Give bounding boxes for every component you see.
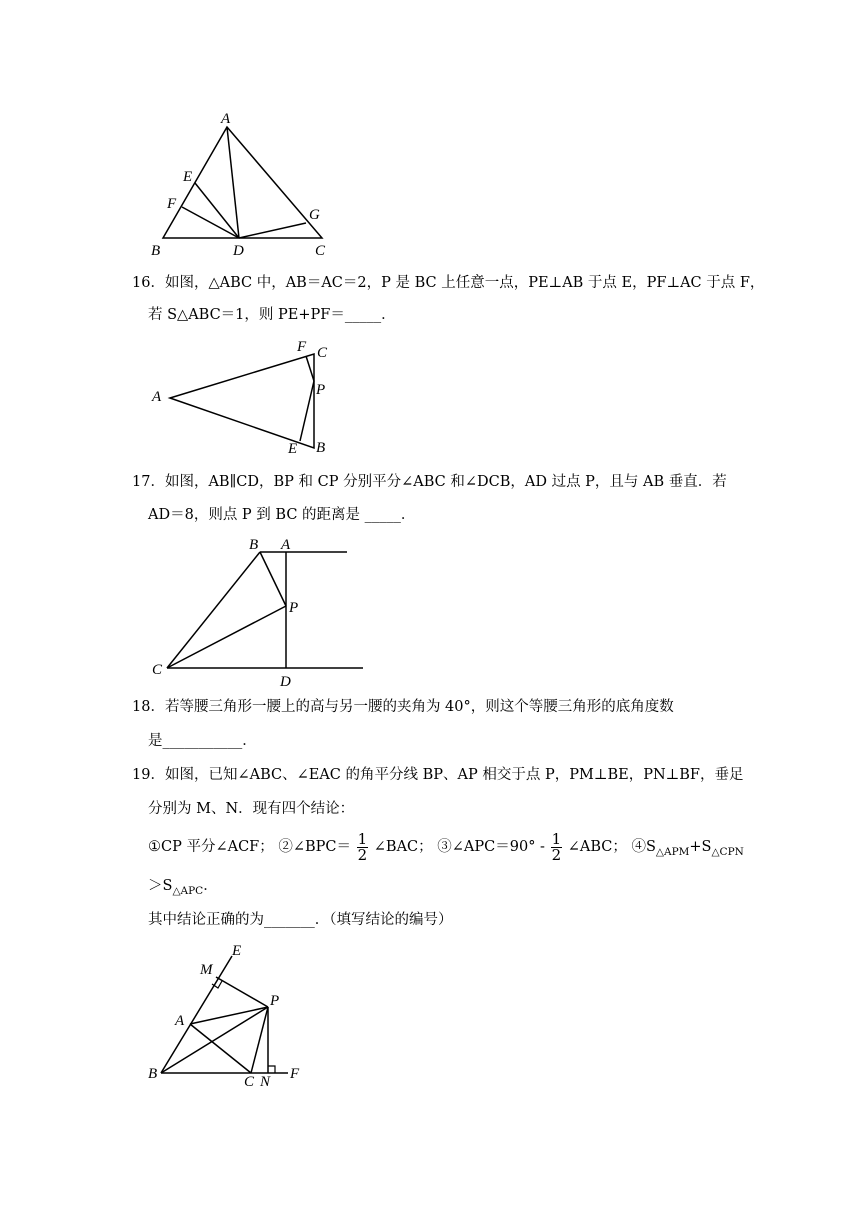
conclusion-2-pre: ②∠BPC＝ [278, 839, 352, 855]
label-p: P [316, 382, 326, 398]
label-e: E [232, 943, 242, 959]
q19-line2: 分别为 M、N．现有四个结论： [148, 801, 355, 817]
label-b: B [148, 1066, 158, 1082]
label-f: F [290, 1066, 300, 1082]
triangle-abc-q16 [170, 354, 314, 448]
q17-figure [145, 533, 365, 693]
segment-de [195, 183, 239, 238]
label-a: A [281, 537, 291, 553]
q19-conclusions [148, 830, 744, 864]
triangle-figure-abc-defg [140, 105, 360, 265]
segment-cp [251, 1007, 268, 1073]
label-d: D [280, 674, 291, 690]
label-n: N [260, 1074, 271, 1090]
q17-line1: 17．如图，AB∥CD，BP 和 CP 分别平分∠ABC 和∠DCB，AD 过点 P，且与 AB 垂直．若 [132, 474, 727, 490]
segment-bc [167, 552, 260, 668]
label-p: P [289, 600, 299, 616]
label-c: C [317, 345, 328, 361]
label-b: B [249, 537, 259, 553]
q16-line1: 16．如图，△ABC 中，AB＝AC＝2，P 是 BC 上任意一点，PE⊥AB 于点 E，PF⊥AC 于点 F， [132, 275, 765, 291]
fraction-half: $\frac{1}{2}$ [357, 829, 368, 864]
segment-ap [190, 1007, 268, 1024]
label-c: C [152, 662, 163, 678]
segment-bp [260, 552, 286, 606]
q18-line2: 是___________． [148, 733, 257, 749]
q17-line2: AD＝8，则点 P 到 BC 的距离是 _____． [148, 507, 416, 523]
segment-pm [216, 977, 268, 1007]
q19-line1: 19．如图，已知∠ABC、∠EAC 的角平分线 BP、AP 相交于点 P，PM⊥BE，PN⊥BF，垂足 [132, 767, 744, 783]
label-b: B [316, 440, 326, 456]
q16-figure [145, 335, 345, 460]
conclusion-4-pre: ④S [631, 839, 656, 855]
conclusion-1: ①CP 平分∠ACF； [148, 839, 274, 855]
label-f: F [167, 196, 177, 212]
q18-line1: 18．若等腰三角形一腰上的高与另一腰的夹角为 40°，则这个等腰三角形的底角度数 [132, 699, 674, 715]
sub-apm: △APM [655, 845, 690, 858]
line4-pre: ＞S [148, 878, 173, 894]
q19-figure [140, 938, 320, 1088]
conclusion-3-pre: ③∠APC＝90° - [437, 839, 545, 855]
label-a: A [152, 389, 162, 405]
conclusion-2-post: ∠BAC； [373, 839, 433, 855]
label-b: B [151, 243, 161, 259]
label-p: P [270, 993, 280, 1009]
right-angle-mark-n [268, 1066, 275, 1073]
sub-cpn: △CPN [711, 845, 744, 858]
conclusion-4-mid: +S [689, 839, 712, 855]
q19-line4 [148, 876, 218, 901]
q19-line5: 其中结论正确的为_______．（填写结论的编号） [148, 912, 453, 928]
label-a: A [221, 111, 231, 127]
q16-line2: 若 S△ABC＝1，则 PE+PF＝_____． [148, 307, 396, 323]
segment-dg [239, 223, 306, 238]
fraction-half: $\frac{1}{2}$ [551, 829, 562, 864]
ray-be [161, 956, 232, 1073]
label-c: C [244, 1074, 255, 1090]
label-e: E [183, 169, 193, 185]
label-d: D [233, 243, 244, 259]
conclusion-3-post: ∠ABC； [567, 839, 627, 855]
segment-cp [167, 606, 286, 668]
label-m: M [200, 962, 213, 978]
segment-pe [300, 381, 314, 441]
label-c: C [315, 243, 326, 259]
segment-df [182, 207, 239, 238]
label-a: A [175, 1013, 185, 1029]
label-g: G [309, 207, 320, 223]
line4-post: ． [203, 878, 218, 894]
label-e: E [288, 441, 298, 457]
segment-pf [306, 356, 314, 381]
sub-apc: △APC [172, 884, 204, 897]
segment-ad [227, 127, 239, 238]
segment-ac [190, 1024, 251, 1073]
label-f: F [297, 339, 307, 355]
